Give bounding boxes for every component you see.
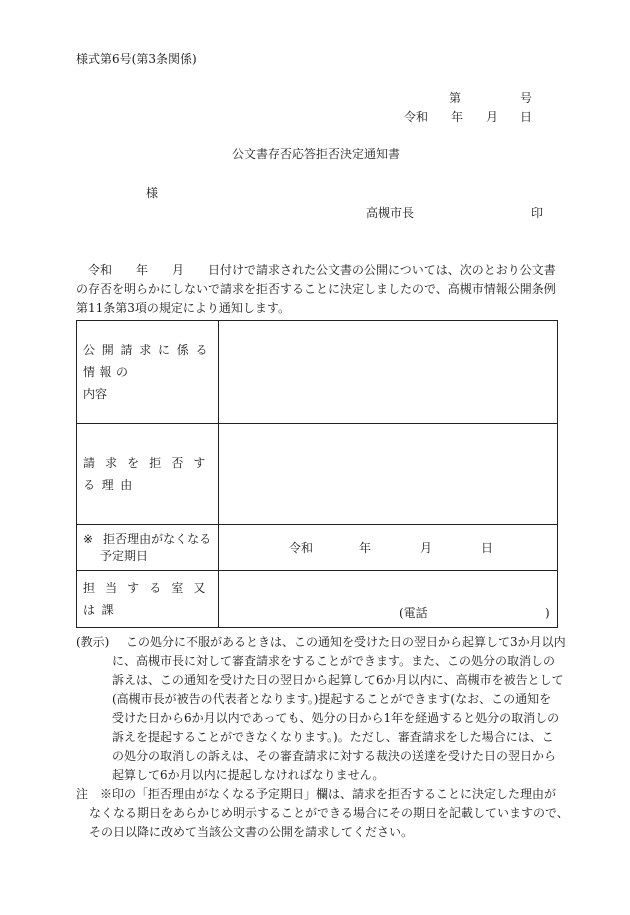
date-year: 年 bbox=[451, 110, 464, 124]
asterisk-mark: ※ bbox=[83, 531, 94, 546]
value-cell-expected-date[interactable] bbox=[219, 525, 558, 571]
issuer-seal: 印 bbox=[531, 206, 544, 220]
instructions-line-4: (高槻市長が被告の代表者となります。)提起することができます(なお、この通知を bbox=[112, 692, 552, 706]
instructions-line-3: 訴えは、この通知を受けた日の翌日から起算して6か月以内に、高槻市を被告として bbox=[112, 673, 564, 687]
doc-number-prefix: 第 bbox=[449, 91, 462, 105]
label-reason: 請求を拒否する理由 bbox=[83, 456, 212, 492]
date-era: 令和 bbox=[404, 110, 429, 124]
instructions-line-6: 訴えを提起することができなくなります。)。ただし、審査請求をした場合には、こ bbox=[112, 730, 554, 744]
notice-table bbox=[76, 320, 558, 628]
table-row-department bbox=[77, 571, 558, 628]
date-day: 日 bbox=[520, 110, 533, 124]
label-department: 担当する室又は課 bbox=[83, 581, 212, 617]
instructions-line-5: 受けた日から6か月以内であっても、処分の日から1年を経過すると処分の取消しの bbox=[112, 711, 560, 725]
expected-date-month: 月 bbox=[420, 541, 433, 555]
label-information-line1: 公開請求に係る情報の bbox=[83, 343, 212, 379]
label-cell-information bbox=[77, 321, 219, 424]
label-expected-date-line1: 拒否理由がなくなる bbox=[103, 531, 212, 546]
label-cell-reason bbox=[77, 424, 219, 525]
table-row-expected-date bbox=[77, 525, 558, 571]
phone-close: ) bbox=[545, 606, 550, 620]
body-date-month: 月 bbox=[172, 263, 185, 277]
note-line-3: その日以降に改めて当該公文書の公開を請求してください。 bbox=[89, 825, 414, 839]
doc-number-suffix: 号 bbox=[520, 91, 533, 105]
label-cell-department bbox=[77, 571, 219, 628]
date-month: 月 bbox=[486, 110, 499, 124]
expected-date-era: 令和 bbox=[289, 541, 314, 555]
label-information-line2: 内容 bbox=[83, 387, 108, 401]
body-date-era: 令和 bbox=[88, 263, 113, 277]
body-date-year: 年 bbox=[136, 263, 149, 277]
value-cell-department[interactable] bbox=[219, 571, 558, 628]
expected-date-day: 日 bbox=[481, 541, 494, 555]
form-number-label: 様式第6号(第3条関係) bbox=[76, 52, 197, 66]
instructions-line-2: に、高槻市長に対して審査請求をすることができます。また、この処分の取消しの bbox=[112, 654, 556, 668]
expected-date-year: 年 bbox=[359, 541, 372, 555]
instructions-line-8: 起算して6か月以内に提起しなければなりません。 bbox=[112, 768, 385, 782]
body-line-3: 第11条第3項の規定により通知します。 bbox=[76, 301, 290, 315]
addressee-suffix: 様 bbox=[146, 186, 159, 200]
issuer-name: 高槻市長 bbox=[366, 206, 415, 220]
instructions-line-1: この処分に不服があるときは、この通知を受けた日の翌日から起算して3か月以内 bbox=[126, 635, 566, 649]
instructions-line-7: の処分の取消しの訴えは、その審査請求に対する裁決の送達を受けた日の翌日から bbox=[112, 749, 557, 763]
document-title: 公文書存否応答拒否決定通知書 bbox=[232, 147, 401, 161]
label-expected-date-line2: 予定期日 bbox=[100, 548, 149, 563]
table-row-reason bbox=[77, 424, 558, 525]
label-cell-expected-date bbox=[77, 525, 219, 571]
value-cell-reason[interactable] bbox=[219, 424, 558, 525]
body-line-1: 日付けで請求された公文書の公開については、次のとおり公文書 bbox=[208, 263, 556, 277]
value-cell-information[interactable] bbox=[219, 321, 558, 424]
phone-open: (電話 bbox=[399, 606, 428, 620]
table-row-information bbox=[77, 321, 558, 424]
instructions-head: (教示) bbox=[76, 635, 110, 649]
body-line-2: の存否を明らかにしないで請求を拒否することに決定しましたので、高槻市情報公開条例 bbox=[76, 282, 556, 296]
note-line-1: 注 ※印の「拒否理由がなくなる予定期日」欄は、請求を拒否することに決定した理由が bbox=[76, 787, 557, 801]
note-line-2: なくなる期日をあらかじめ明示することができる場合にその期日を記載していますので、 bbox=[89, 806, 569, 820]
